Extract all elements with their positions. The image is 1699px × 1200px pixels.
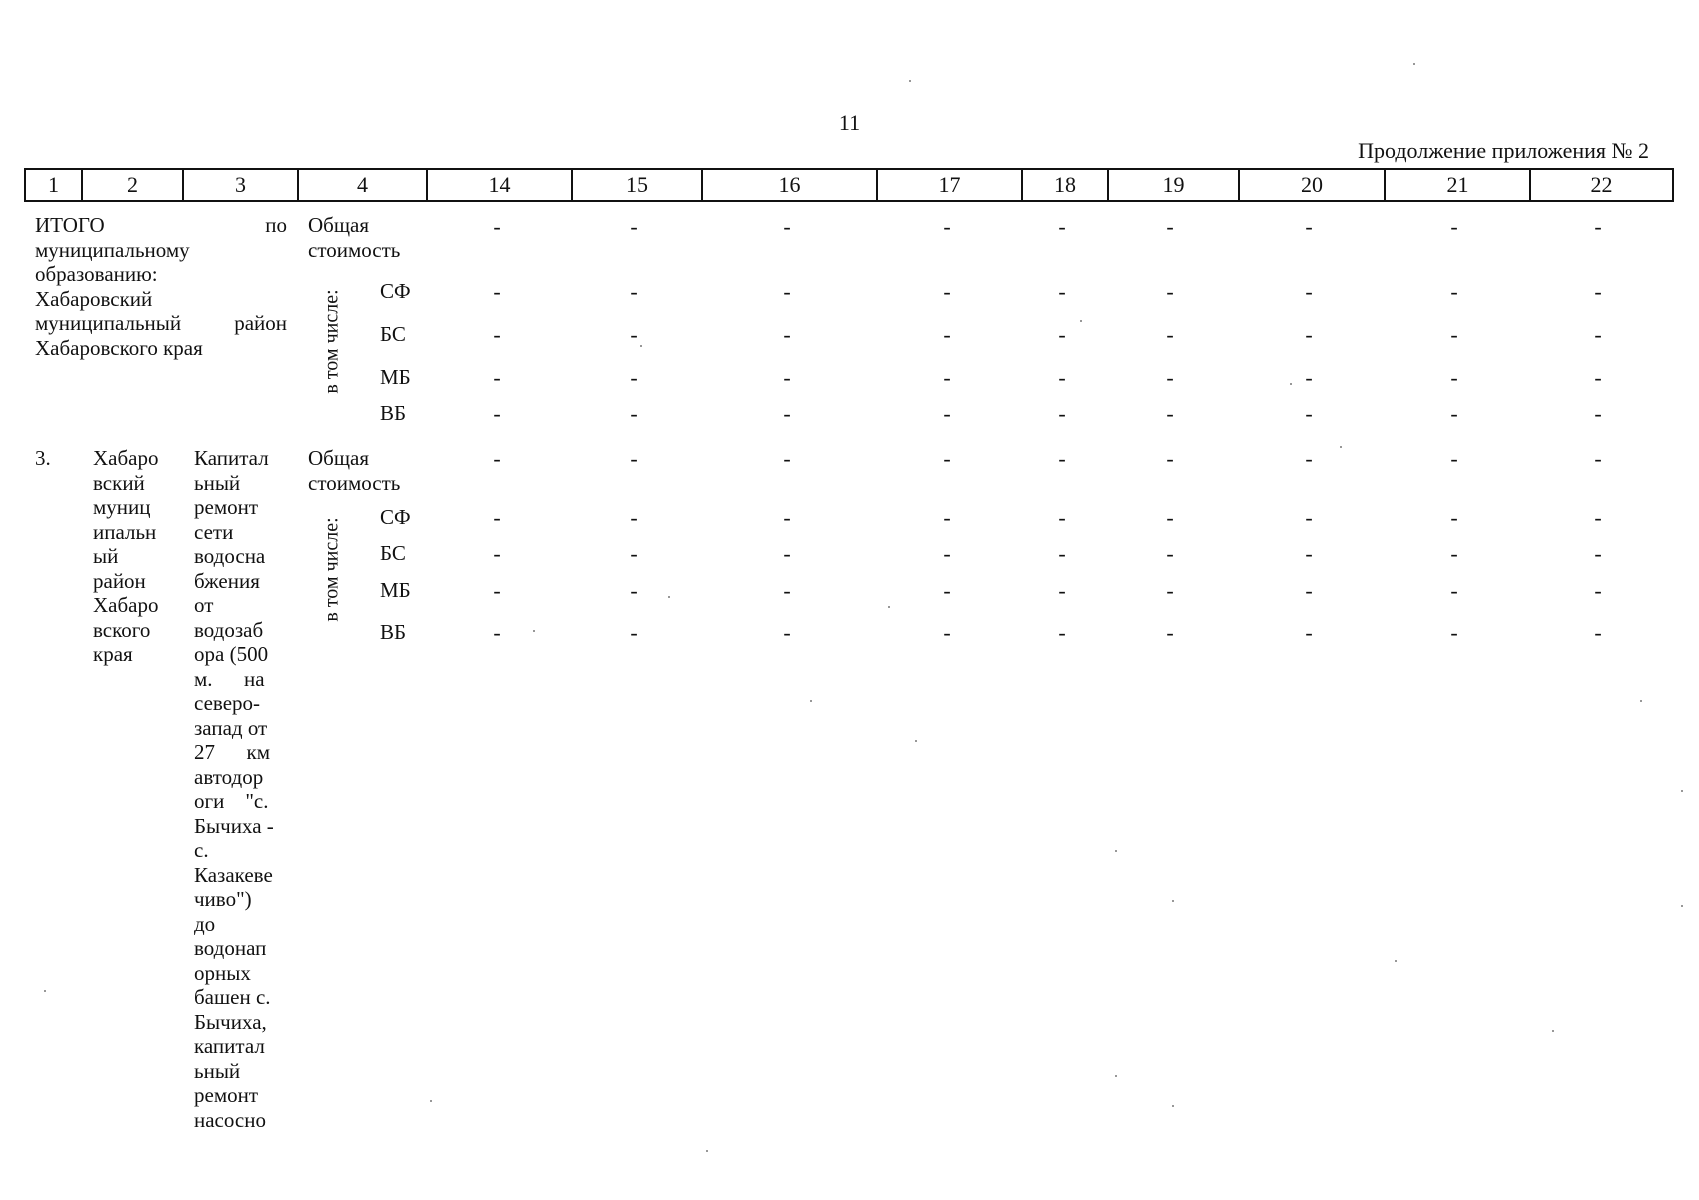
- item-value-cell: -: [493, 505, 501, 530]
- scan-speck: [1395, 960, 1397, 962]
- item-work-line: оги "с.: [194, 789, 269, 813]
- total-fund-bs: БС: [380, 322, 406, 346]
- item-district-line: район: [93, 568, 146, 593]
- page-number: 11: [838, 110, 861, 135]
- total-line-2: муниципальному: [35, 237, 190, 262]
- item-value-cell: -: [1058, 446, 1066, 471]
- item-fund-mb: МБ: [380, 578, 411, 602]
- item-work-line: до: [194, 911, 216, 936]
- item-work-line: сети: [194, 519, 234, 544]
- item-work-line: ремонт: [194, 1083, 259, 1107]
- total-fund-vb: ВБ: [380, 401, 407, 425]
- item-work-line: ьный: [194, 1058, 241, 1083]
- item-value-cell: -: [493, 578, 501, 603]
- item-work-line: Казакеве: [194, 862, 273, 887]
- item-value-cell: -: [1594, 541, 1602, 566]
- total-value-cell: -: [1450, 401, 1458, 426]
- item-value-cell: -: [1166, 541, 1174, 566]
- total-label: [35, 213, 287, 360]
- item-value-cell: -: [493, 541, 501, 566]
- item-value-cell: -: [1450, 541, 1458, 566]
- item-value-cell: -: [493, 446, 501, 471]
- scan-speck: [1413, 63, 1415, 65]
- item-value-cell: -: [1594, 446, 1602, 471]
- item-value-cell: -: [1058, 620, 1066, 645]
- scan-speck: [1552, 1030, 1554, 1032]
- total-value-cell: -: [1166, 365, 1174, 390]
- scan-speck: [1115, 1075, 1117, 1077]
- item-work-line: чиво"): [194, 887, 252, 911]
- total-line-3: образованию:: [35, 262, 158, 286]
- total-value-cell: -: [1450, 322, 1458, 347]
- total-value-cell: -: [1166, 401, 1174, 426]
- total-value-cell: -: [1594, 214, 1602, 239]
- scan-speck: [44, 990, 46, 992]
- item-work-line: Капитал: [194, 446, 269, 470]
- item-value-cell: -: [1594, 578, 1602, 603]
- item-value-cell: -: [1594, 505, 1602, 530]
- total-value-cell: -: [1594, 401, 1602, 426]
- item-value-cell: -: [630, 541, 638, 566]
- item-work-line: запад от: [194, 715, 268, 740]
- item-work-line: с.: [194, 838, 209, 862]
- item-value-cell: -: [943, 541, 951, 566]
- item-work-line: водосна: [194, 544, 266, 568]
- table-header: [24, 168, 1674, 202]
- item-district-line: ипальн: [93, 519, 157, 544]
- total-value-cell: -: [783, 214, 791, 239]
- item-value-cell: -: [1305, 505, 1313, 530]
- scan-speck: [888, 606, 890, 608]
- item-value-cell: -: [1166, 578, 1174, 603]
- scan-speck: [909, 80, 911, 82]
- total-value-cell: -: [943, 401, 951, 426]
- item-work-line: капитал: [194, 1034, 265, 1058]
- scan-speck: [640, 345, 642, 347]
- item-work-line: автодор: [194, 764, 264, 789]
- total-value-cell: -: [1450, 214, 1458, 239]
- total-cost-label-line-1: Общая: [308, 213, 370, 237]
- header-col-19: 19: [1108, 169, 1239, 201]
- total-value-cell: -: [1305, 279, 1313, 304]
- item-work-line: м. на: [194, 666, 265, 691]
- total-value-cell: -: [943, 279, 951, 304]
- item-value-cell: -: [1594, 620, 1602, 645]
- item-district-line: Хабаро: [93, 446, 159, 470]
- item-work-line: ора (500: [194, 642, 269, 666]
- item-district-line: муниц: [93, 495, 151, 519]
- scan-speck: [1340, 446, 1342, 448]
- total-value-cell: -: [783, 365, 791, 390]
- total-line-6: Хабаровского края: [35, 335, 203, 360]
- scan-speck: [430, 1100, 432, 1102]
- header-col-14: 14: [427, 169, 572, 201]
- item-work-line: орных: [194, 960, 251, 985]
- item-value-cell: -: [1450, 505, 1458, 530]
- total-value-cell: -: [493, 322, 501, 347]
- item-work-line: Бычиха -: [194, 813, 274, 838]
- header-col-3: 3: [183, 169, 298, 201]
- total-line-4: Хабаровский: [35, 286, 153, 311]
- item-value-cell: -: [783, 446, 791, 471]
- item-district-line: ый: [93, 544, 119, 568]
- scan-speck: [1080, 320, 1082, 322]
- scan-speck: [810, 700, 812, 702]
- item-fund-vb: ВБ: [380, 620, 407, 644]
- total-title-left: ИТОГО: [35, 213, 105, 237]
- total-value-cell: -: [1058, 279, 1066, 304]
- item-number: 3.: [35, 446, 51, 470]
- item-value-cell: -: [1305, 541, 1313, 566]
- header-col-18: 18: [1022, 169, 1108, 201]
- header-col-20: 20: [1239, 169, 1385, 201]
- item-value-cell: -: [783, 505, 791, 530]
- scan-speck: [706, 1150, 708, 1152]
- total-value-cell: -: [1594, 279, 1602, 304]
- item-district: [93, 446, 173, 667]
- total-value-cell: -: [783, 279, 791, 304]
- item-cost-label-line-2: стоимость: [308, 470, 401, 495]
- item-value-cell: -: [1166, 505, 1174, 530]
- total-value-cell: -: [1450, 279, 1458, 304]
- total-value-cell: -: [1305, 401, 1313, 426]
- item-value-cell: -: [1450, 446, 1458, 471]
- scan-speck: [1115, 850, 1117, 852]
- total-cost-label: [308, 213, 400, 262]
- total-fund-sf: СФ: [380, 279, 411, 303]
- total-value-cell: -: [493, 214, 501, 239]
- total-in-that-number-label: в том числе:: [320, 289, 343, 394]
- total-value-cell: -: [1058, 214, 1066, 239]
- header-col-22: 22: [1530, 169, 1673, 201]
- item-value-cell: -: [783, 541, 791, 566]
- total-value-cell: -: [1305, 365, 1313, 390]
- item-value-cell: -: [1166, 620, 1174, 645]
- scan-speck: [533, 630, 535, 632]
- item-fund-bs: БС: [380, 541, 406, 565]
- header-col-4: 4: [298, 169, 427, 201]
- total-value-cell: -: [783, 401, 791, 426]
- total-value-cell: -: [1058, 401, 1066, 426]
- item-work-line: 27 км: [194, 740, 270, 764]
- total-value-cell: -: [1166, 214, 1174, 239]
- item-value-cell: -: [943, 446, 951, 471]
- item-cost-label-line-1: Общая: [308, 446, 370, 470]
- item-work-line: насосно: [194, 1107, 266, 1132]
- item-value-cell: -: [630, 505, 638, 530]
- item-work-line: бжения: [194, 568, 260, 593]
- scan-speck: [1172, 900, 1174, 902]
- item-work-line: водозаб: [194, 617, 264, 642]
- item-value-cell: -: [1058, 505, 1066, 530]
- item-value-cell: -: [630, 446, 638, 471]
- item-in-that-number-label: в том числе:: [320, 517, 343, 622]
- item-work-description: [194, 446, 288, 1132]
- total-title-right: по: [265, 213, 287, 237]
- item-fund-sf: СФ: [380, 505, 411, 529]
- item-value-cell: -: [943, 505, 951, 530]
- scan-speck: [915, 740, 917, 742]
- total-value-cell: -: [1058, 365, 1066, 390]
- item-value-cell: -: [1305, 446, 1313, 471]
- total-line-5-left: муниципальный: [35, 311, 182, 335]
- item-work-line: водонап: [194, 936, 267, 960]
- item-value-cell: -: [1305, 620, 1313, 645]
- item-value-cell: -: [1450, 578, 1458, 603]
- total-line-5-right: район: [234, 311, 287, 335]
- item-value-cell: -: [943, 620, 951, 645]
- total-value-cell: -: [630, 214, 638, 239]
- item-district-line: Хабаро: [93, 593, 159, 617]
- item-value-cell: -: [783, 620, 791, 645]
- header-col-16: 16: [702, 169, 877, 201]
- scan-speck: [1640, 700, 1642, 702]
- total-value-cell: -: [943, 365, 951, 390]
- item-value-cell: -: [1305, 578, 1313, 603]
- total-value-cell: -: [783, 322, 791, 347]
- item-value-cell: -: [630, 620, 638, 645]
- item-work-line: башен с.: [194, 985, 271, 1009]
- item-cost-label: [308, 446, 400, 495]
- scan-speck: [1290, 383, 1292, 385]
- item-value-cell: -: [943, 578, 951, 603]
- header-col-1: 1: [25, 169, 82, 201]
- total-value-cell: -: [1166, 322, 1174, 347]
- continuation-title: Продолжение приложения № 2: [1358, 138, 1649, 163]
- total-value-cell: -: [630, 401, 638, 426]
- total-value-cell: -: [943, 214, 951, 239]
- header-col-17: 17: [877, 169, 1022, 201]
- item-work-line: ьный: [194, 470, 241, 495]
- item-work-line: северо-: [194, 691, 261, 715]
- total-value-cell: -: [630, 365, 638, 390]
- total-value-cell: -: [1450, 365, 1458, 390]
- header-col-2: 2: [82, 169, 183, 201]
- total-value-cell: -: [1058, 322, 1066, 347]
- scan-speck: [1681, 790, 1683, 792]
- item-work-line: Бычиха,: [194, 1009, 267, 1034]
- total-value-cell: -: [943, 322, 951, 347]
- total-value-cell: -: [630, 279, 638, 304]
- item-district-line: края: [93, 642, 133, 666]
- item-value-cell: -: [1450, 620, 1458, 645]
- total-value-cell: -: [1594, 322, 1602, 347]
- scan-speck: [1681, 905, 1683, 907]
- total-cost-label-line-2: стоимость: [308, 237, 401, 262]
- total-value-cell: -: [493, 401, 501, 426]
- item-district-line: вского: [93, 617, 151, 642]
- item-district-line: вский: [93, 470, 145, 495]
- total-value-cell: -: [493, 365, 501, 390]
- header-col-21: 21: [1385, 169, 1530, 201]
- scan-speck: [1172, 1105, 1174, 1107]
- item-value-cell: -: [1058, 578, 1066, 603]
- total-fund-mb: МБ: [380, 365, 411, 389]
- header-col-15: 15: [572, 169, 702, 201]
- item-value-cell: -: [493, 620, 501, 645]
- item-value-cell: -: [1058, 541, 1066, 566]
- total-value-cell: -: [630, 322, 638, 347]
- total-value-cell: -: [1305, 214, 1313, 239]
- item-value-cell: -: [630, 578, 638, 603]
- item-value-cell: -: [783, 578, 791, 603]
- total-value-cell: -: [1305, 322, 1313, 347]
- item-work-line: от: [194, 593, 214, 617]
- item-work-line: ремонт: [194, 495, 259, 519]
- item-value-cell: -: [1166, 446, 1174, 471]
- total-value-cell: -: [1594, 365, 1602, 390]
- total-value-cell: -: [1166, 279, 1174, 304]
- total-value-cell: -: [493, 279, 501, 304]
- scan-speck: [668, 596, 670, 598]
